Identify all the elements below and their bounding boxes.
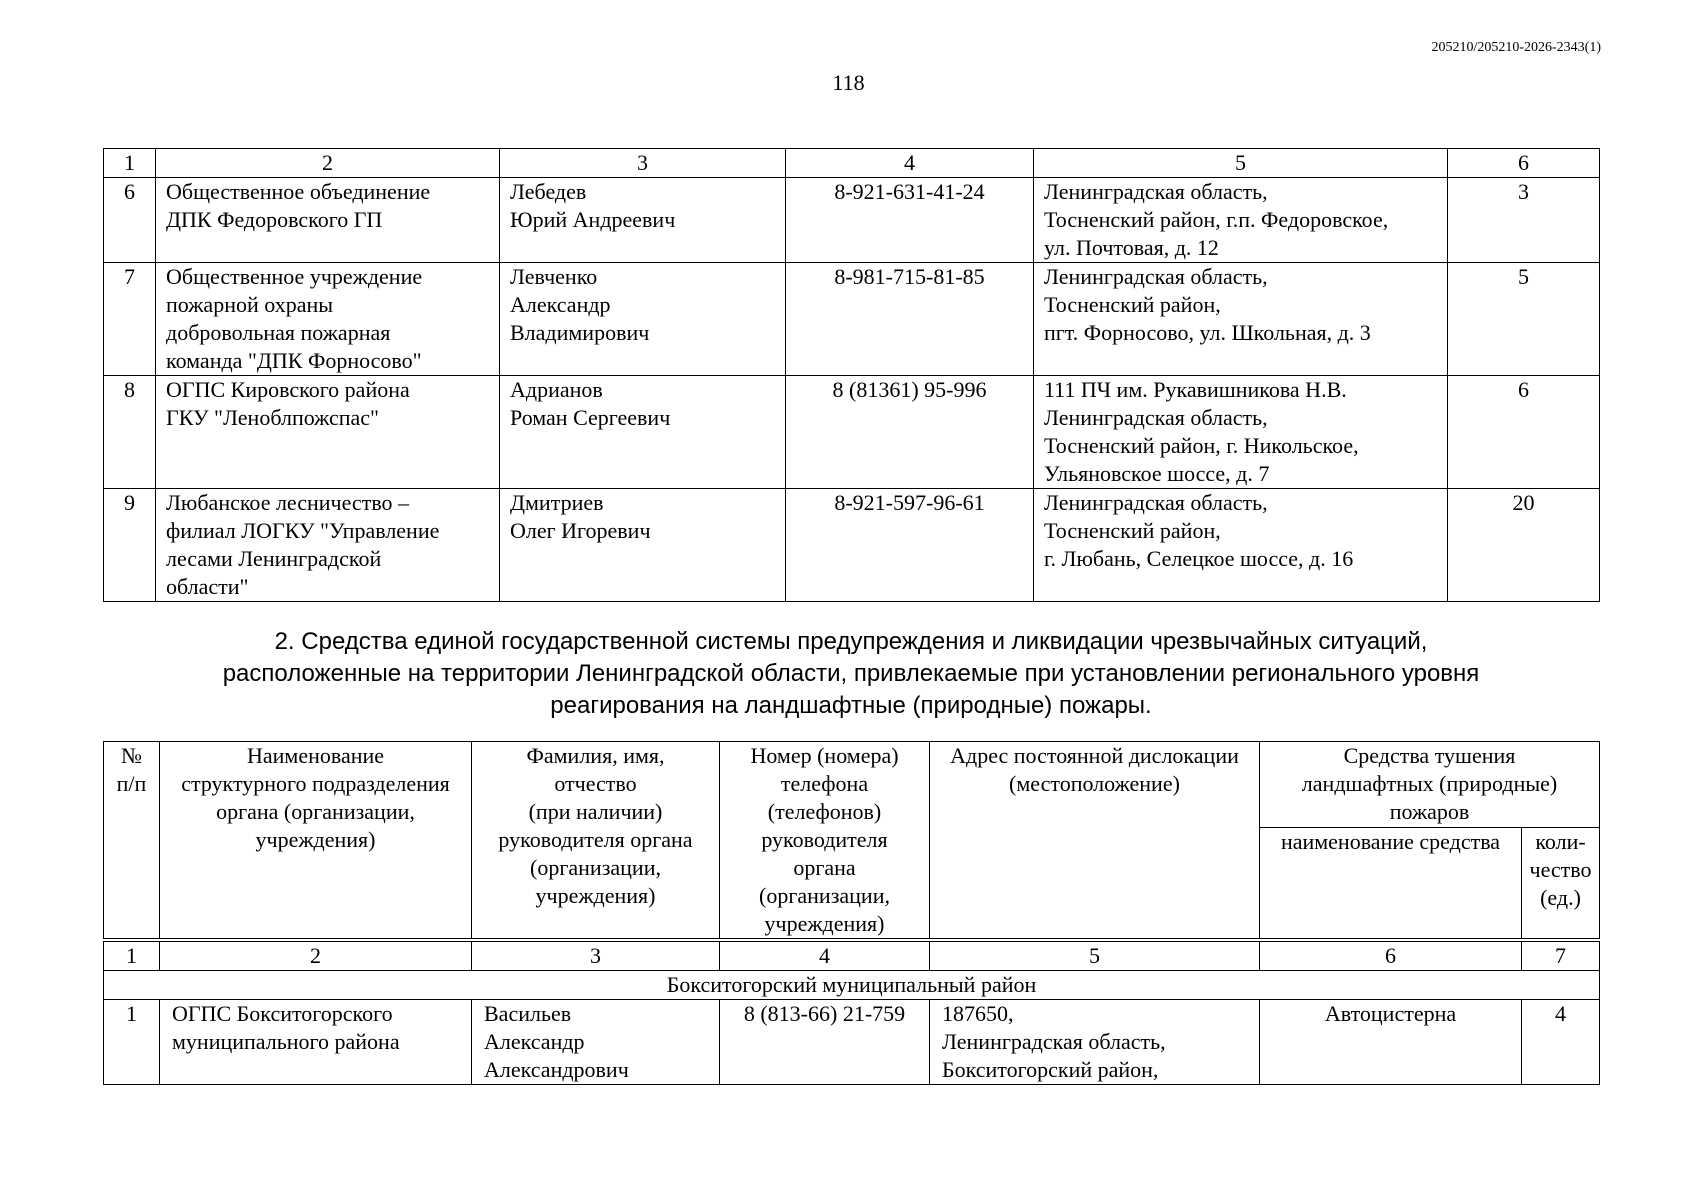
header-number: № п/п: [104, 742, 160, 941]
phone: 8-981-715-81-85: [786, 263, 1034, 376]
header-cell: 3: [500, 149, 786, 178]
table-row: [104, 489, 1600, 602]
column-number: 6: [1260, 940, 1522, 971]
header-phone: Номер (номера) телефона (телефонов) руководителя органа (организации, учреждения): [720, 742, 930, 941]
header-head-name: Фамилия, имя, отчество (при наличии) руководителя органа (организации, учреждения): [472, 742, 720, 941]
address: 187650, Ленинградская область, Бокситогорский район,: [930, 1000, 1260, 1085]
table-row: [104, 263, 1600, 376]
column-number: 7: [1522, 940, 1600, 971]
header-cell: 2: [156, 149, 500, 178]
table-row: [104, 376, 1600, 489]
organization-name: ОГПС Бокситогорского муниципального района: [160, 1000, 472, 1085]
organization-name: Общественное учреждение пожарной охраны добровольная пожарная команда "ДПК Форносово": [156, 263, 500, 376]
head-name: Левченко Александр Владимирович: [500, 263, 786, 376]
organization-name: Общественное объединение ДПК Федоровского ГП: [156, 178, 500, 263]
head-name: Адрианов Роман Сергеевич: [500, 376, 786, 489]
count: 6: [1448, 376, 1600, 489]
head-name: Васильев Александр Александрович: [472, 1000, 720, 1085]
header-cell: 5: [1034, 149, 1448, 178]
address: Ленинградская область, Тосненский район, г.п. Федоровское, ул. Почтовая, д. 12: [1034, 178, 1448, 263]
count: 3: [1448, 178, 1600, 263]
organization-name: ОГПС Кировского района ГКУ "Леноблпожспас": [156, 376, 500, 489]
row-number: 6: [104, 178, 156, 263]
district-name: Бокситогорский муниципальный район: [104, 971, 1600, 1000]
column-number: 3: [472, 940, 720, 971]
header-address: Адрес постоянной дислокации (местоположение): [930, 742, 1260, 941]
table-header-row: [104, 149, 1600, 178]
document-id: 205210/205210-2026-2343(1): [1431, 40, 1601, 55]
phone: 8-921-631-41-24: [786, 178, 1034, 263]
equipment-count: 4: [1522, 1000, 1600, 1085]
row-number: 1: [104, 1000, 160, 1085]
column-number: 1: [104, 940, 160, 971]
table-fire-brigades: [103, 148, 1600, 602]
header-cell: 4: [786, 149, 1034, 178]
head-name: Лебедев Юрий Андреевич: [500, 178, 786, 263]
header-equipment-name: наименование средства: [1260, 827, 1522, 940]
header-cell: 6: [1448, 149, 1600, 178]
section-heading: 2. Средства единой государственной системы предупреждения и ликвидации чрезвычайных ситуаций, расположенные на территории Ленинградской области, привлекаемые при установлении регионального уровня реагирования на ландшафтные (природные) пожары.: [222, 628, 1480, 719]
address: Ленинградская область, Тосненский район, пгт. Форносово, ул. Школьная, д. 3: [1034, 263, 1448, 376]
header-quantity: коли- чество (ед.): [1522, 827, 1600, 940]
column-number: 2: [160, 940, 472, 971]
organization-name: Любанское лесничество – филиал ЛОГКУ "Управление лесами Ленинградской области": [156, 489, 500, 602]
header-unit-name: Наименование структурного подразделения органа (организации, учреждения): [160, 742, 472, 941]
count: 5: [1448, 263, 1600, 376]
count: 20: [1448, 489, 1600, 602]
phone: 8 (813-66) 21-759: [720, 1000, 930, 1085]
table-header-row: [104, 742, 1600, 828]
phone: 8-921-597-96-61: [786, 489, 1034, 602]
header-cell: 1: [104, 149, 156, 178]
column-number: 4: [720, 940, 930, 971]
row-number: 7: [104, 263, 156, 376]
column-number: 5: [930, 940, 1260, 971]
table-row: [104, 1000, 1600, 1085]
table-emergency-forces: [103, 741, 1600, 1085]
table-column-numbers-row: [104, 940, 1600, 971]
row-number: 9: [104, 489, 156, 602]
district-row: [104, 971, 1600, 1000]
address: 111 ПЧ им. Рукавишникова Н.В. Ленинградская область, Тосненский район, г. Никольское, Ульяновское шоссе, д. 7: [1034, 376, 1448, 489]
equipment-name: Автоцистерна: [1260, 1000, 1522, 1085]
table-row: [104, 178, 1600, 263]
row-number: 8: [104, 376, 156, 489]
address: Ленинградская область, Тосненский район, г. Любань, Селецкое шоссе, д. 16: [1034, 489, 1448, 602]
phone: 8 (81361) 95-996: [786, 376, 1034, 489]
page-number: 118: [832, 70, 865, 95]
head-name: Дмитриев Олег Игоревич: [500, 489, 786, 602]
header-equipment-group: Средства тушения ландшафтных (природные) пожаров: [1260, 742, 1600, 828]
